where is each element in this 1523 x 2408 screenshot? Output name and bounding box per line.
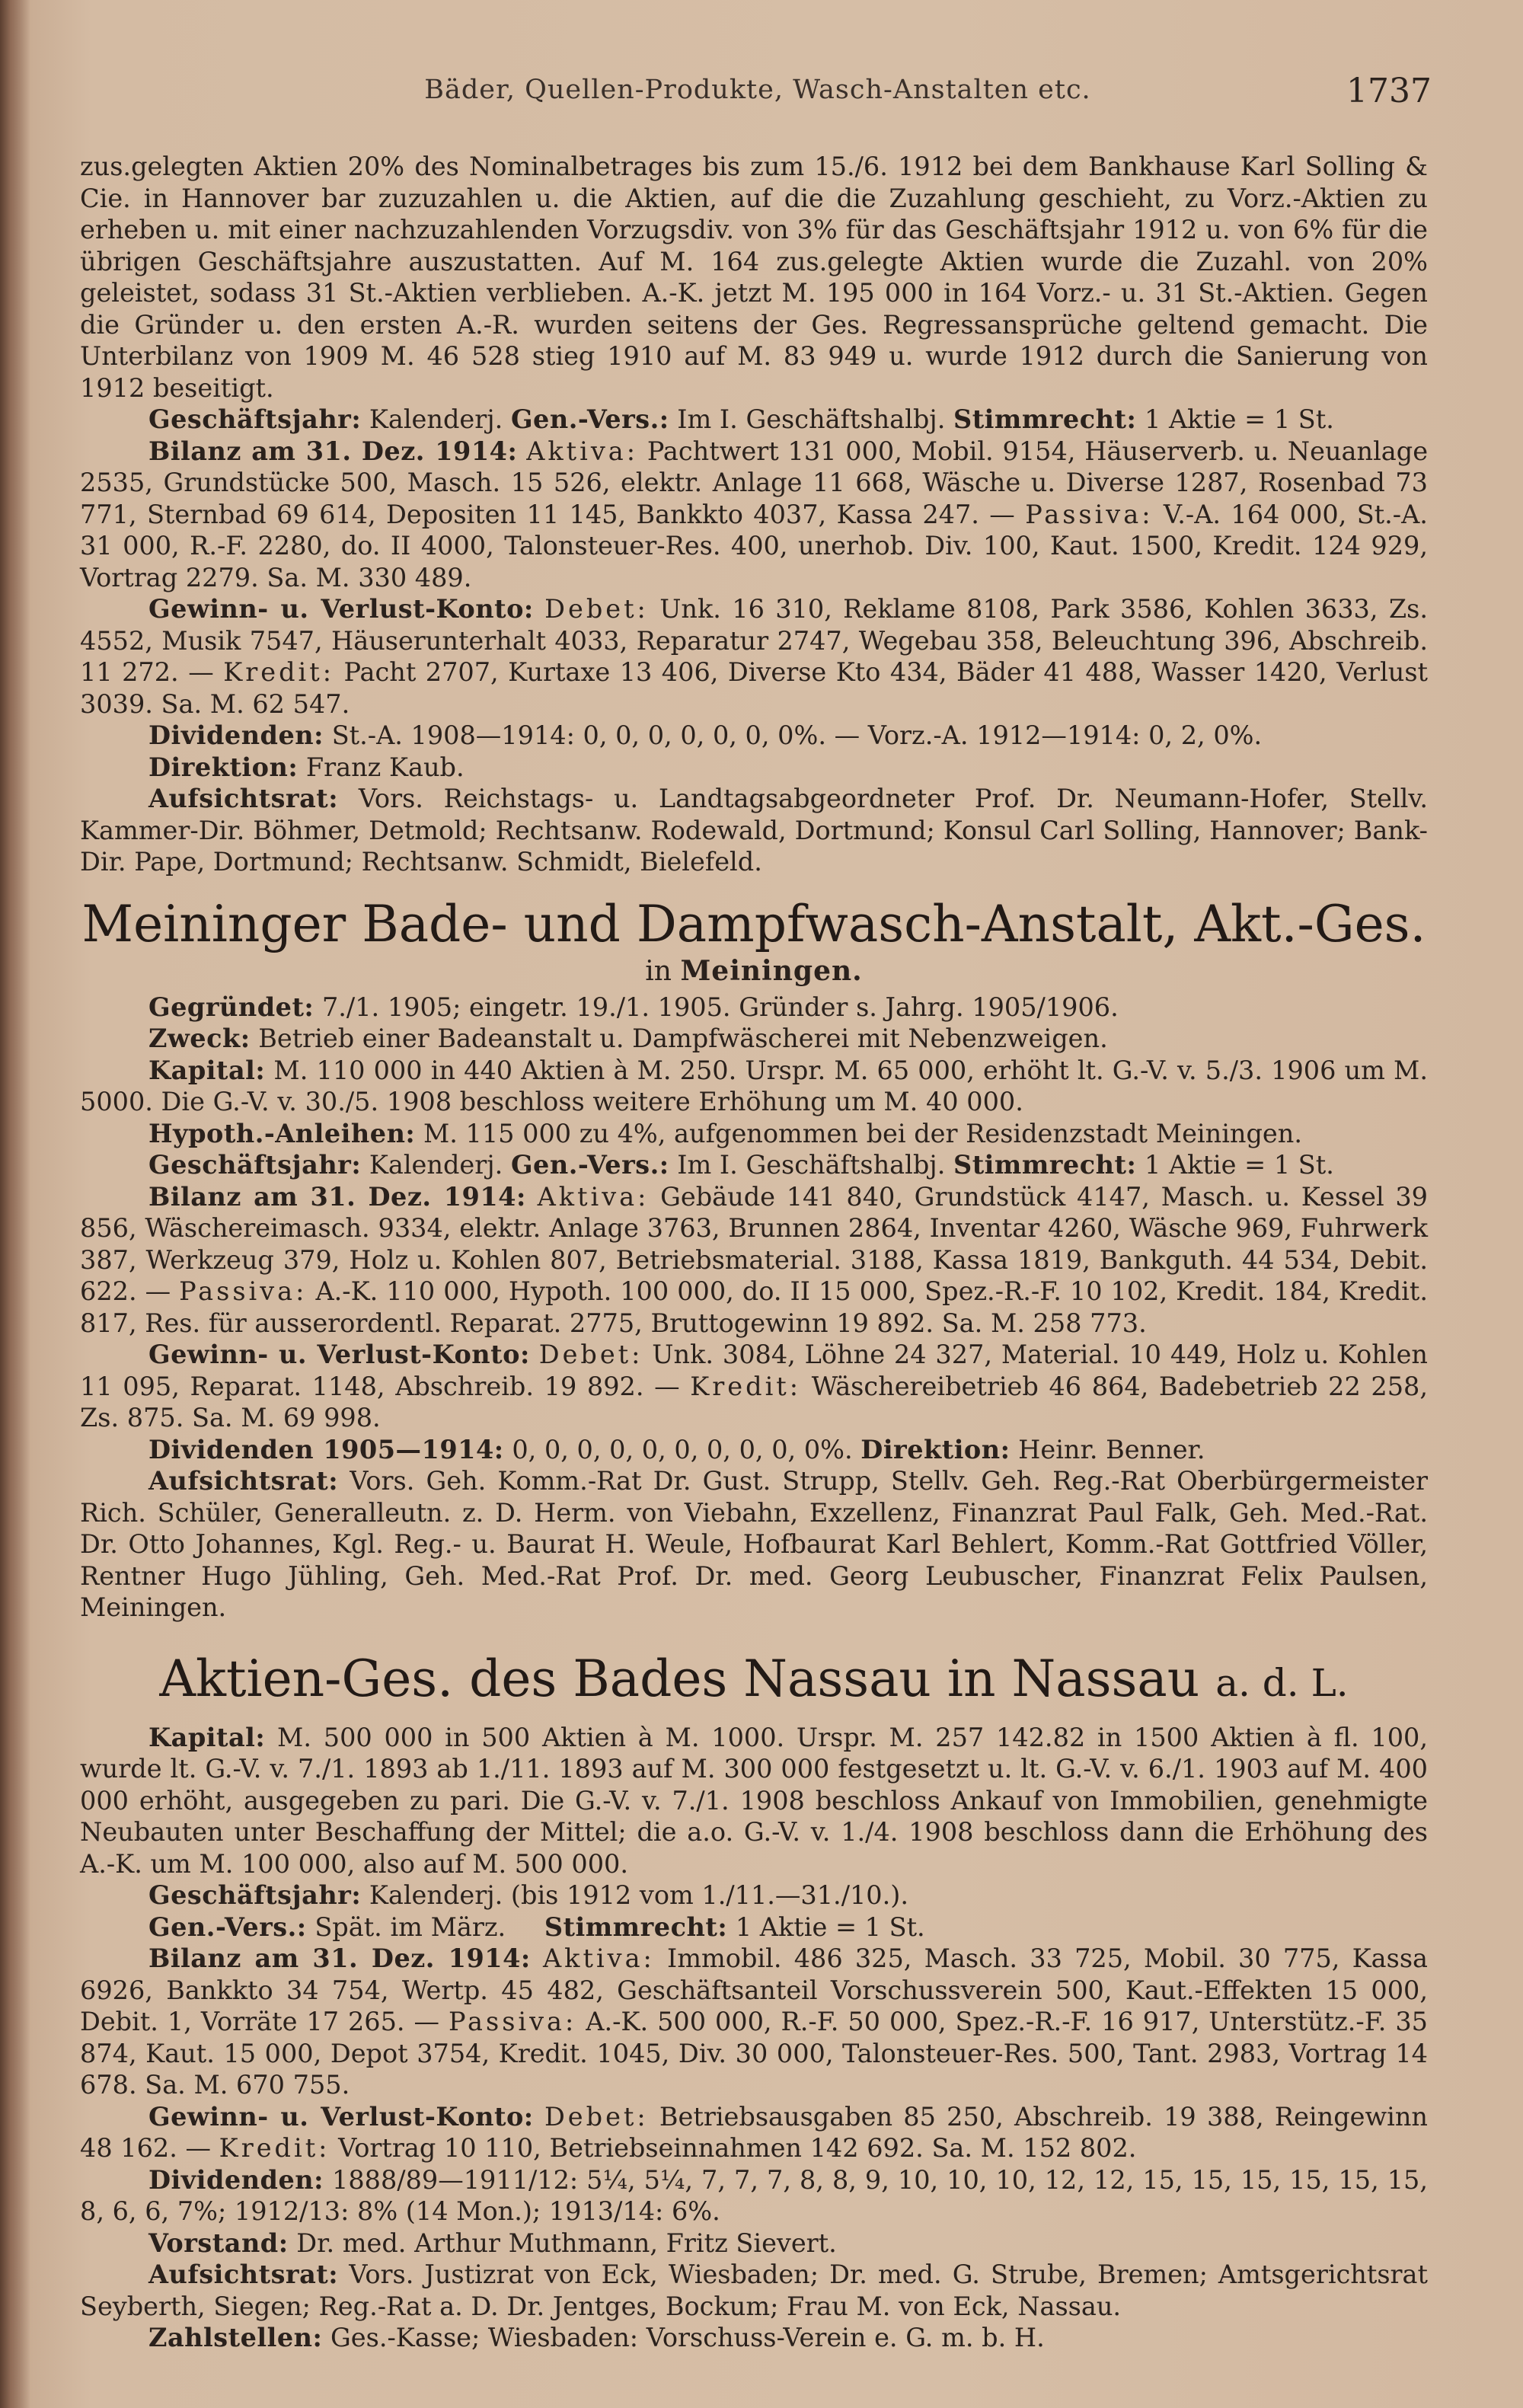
- label-stimmrecht: Stimmrecht:: [953, 404, 1137, 434]
- meininger-gegruendet: Gegründet: 7./1. 1905; eingetr. 19./1. 1905. Gründer s. Jahrg. 1905/1906.: [148, 992, 1119, 1022]
- continuation-text: zus.gelegten Aktien 20% des Nominalbetrages bis zum 15./6. 1912 bei dem Bankhause Karl Solling & Cie. in Hannover bar zuzuzahlen u. die Aktien, auf die die Zuzahlung geschieht, zu Vorz.-Aktien zu erheben u. mit einer nachzuzahlenden Vorzugsdiv. von 3% für das Geschäftsjahr 1912 u. von 6% für die übrigen Geschäftsjahre auszustatten. Auf M. 164 zus.gelegte Aktien wurde die Zuzahl. von 20% geleistet, sodass 31 St.-Aktien verblieben. A.-K. jetzt M. 195 000 in 164 Vorz.- u. 31 St.-Aktien. Gegen die Gründer u. den ersten A.-R. wurden seitens der Ges. Regressansprüche geltend gemacht. Die Unterbilanz von 1909 M. 46 528 stieg 1910 auf M. 83 949 u. wurde 1912 durch die Sanierung von 1912 beseitigt.: [80, 152, 1428, 403]
- nassau-gewinn-verlust: Gewinn- u. Verlust-Konto: Debet: Betriebsausgaben 85 250, Abschreib. 19 388, Reingewinn 48 162. — Kredit: Vortrag 10 110, Betriebseinnahmen 142 692. Sa. M. 152 802.: [80, 2101, 1429, 2163]
- meininger-gewinn-verlust: Gewinn- u. Verlust-Konto: Debet: Unk. 3084, Löhne 24 327, Material. 10 449, Holz u. Kohlen 11 095, Reparat. 1148, Abschreib. 19 892. — Kredit: Wäschereibetrieb 46 864, Badebetrieb 22 258, Zs. 875. Sa. M. 69 998.: [80, 1340, 1428, 1432]
- nassau-vorstand: Vorstand: Dr. med. Arthur Muthmann, Fritz Sievert.: [148, 2228, 837, 2258]
- meininger-zweck: Zweck: Betrieb einer Badeanstalt u. Dampfwäscherei mit Nebenzweigen.: [148, 1024, 1108, 1053]
- nassau-zahlstellen: Zahlstellen: Ges.-Kasse; Wiesbaden: Vorschuss-Verein e. G. m. b. H.: [148, 2323, 1045, 2352]
- company-heading-nassau: Aktien-Ges. des Bades Nassau in Nassau a. d. L.: [159, 1649, 1349, 1708]
- label-geschaeftsjahr: Geschäftsjahr:: [148, 404, 362, 434]
- company-heading-meininger: Meininger Bade- und Dampfwasch-Anstalt, Akt.-Ges.: [81, 894, 1426, 953]
- intro-gewinn-verlust: Gewinn- u. Verlust-Konto: Debet: Unk. 16 310, Reklame 8108, Park 3586, Kohlen 3633, Zs. 4552, Musik 7547, Häuserunterhalt 4033, Reparatur 2747, Wegebau 358, Beleuchtung 396, Abschreib. 11 272. — Kredit: Pacht 2707, Kurtaxe 13 406, Diverse Kto 434, Bäder 41 488, Wasser 1420, Verlust 3039. Sa. M. 62 547.: [80, 594, 1429, 719]
- nassau-dividenden: Dividenden: 1888/89—1911/12: 5¼, 5¼, 7, 7, 7, 8, 8, 9, 10, 10, 10, 12, 12, 15, 15, 15, 15, 15, 15, 8, 6, 6, 7%; 1912/13: 8% (14 Mon.); 1913/14: 6%.: [80, 2164, 1428, 2226]
- page-body: [80, 151, 1428, 2354]
- nassau-bilanz: Bilanz am 31. Dez. 1914: Aktiva: Immobil. 486 325, Masch. 33 725, Mobil. 30 775, Kassa 6926, Bankkto 34 754, Wertp. 45 482, Geschäftsanteil Vorschussverein 500, Kaut.-Effekten 15 000, Debit. 1, Vorräte 17 265. — Passiva: A.-K. 500 000, R.-F. 50 000, Spez.-R.-F. 16 917, Unterstütz.-F. 35 874, Kaut. 15 000, Depot 3754, Kredit. 1045, Div. 30 000, Talonsteuer-Res. 500, Tant. 2983, Vortrag 14 678. Sa. M. 670 755.: [80, 1943, 1429, 2100]
- meininger-aufsichtsrat: Aufsichtsrat: Vors. Geh. Komm.-Rat Dr. Gust. Strupp, Stellv. Geh. Reg.-Rat Oberbürgermeister Rich. Schüler, Generalleutn. z. D. Herm. von Viebahn, Exzellenz, Finanzrat Paul Falk, Geh. Med.-Rat. Dr. Otto Johannes, Kgl. Reg.- u. Baurat H. Weule, Hofbaurat Karl Behlert, Komm.-Rat Gottfried Völler, Rentner Hugo Jühling, Geh. Med.-Rat Prof. Dr. med. Georg Leubuscher, Finanzrat Felix Paulsen, Meiningen.: [80, 1466, 1428, 1622]
- nassau-aufsichtsrat: Aufsichtsrat: Vors. Justizrat von Eck, Wiesbaden; Dr. med. G. Strube, Bremen; Amtsgerichtsrat Seyberth, Siegen; Reg.-Rat a. D. Dr. Jentges, Bockum; Frau M. von Eck, Nassau.: [80, 2259, 1428, 2321]
- intro-meta-line: Geschäftsjahr: Kalenderj. Gen.-Vers.: Im I. Geschäftshalbj. Stimmrecht: 1 Aktie = 1 St.: [148, 404, 1334, 434]
- running-title: Bäder, Quellen-Produkte, Wasch-Anstalten etc.: [424, 75, 1091, 105]
- page-number: 1737: [1346, 72, 1432, 110]
- meininger-hypotheken: Hypoth.-Anleihen: M. 115 000 zu 4%, aufgenommen bei der Residenzstadt Meiningen.: [148, 1118, 1302, 1148]
- meininger-dividenden: Dividenden 1905—1914: 0, 0, 0, 0, 0, 0, 0, 0, 0, 0%. Direktion: Heinr. Benner.: [148, 1434, 1205, 1464]
- intro-direktion: Direktion: Franz Kaub.: [148, 752, 465, 782]
- meininger-kapital: Kapital: M. 110 000 in 440 Aktien à M. 250. Urspr. M. 65 000, erhöht lt. G.-V. v. 5./3. 1906 um M. 5000. Die G.-V. v. 30./5. 1908 beschloss weitere Erhöhung um M. 40 000.: [80, 1055, 1428, 1116]
- meininger-bilanz: Bilanz am 31. Dez. 1914: Aktiva: Gebäude 141 840, Grundstück 4147, Masch. u. Kessel 39 856, Wäschereimasch. 9334, elektr. Anlage 3763, Brunnen 2864, Inventar 4260, Wäsche 969, Fuhrwerk 387, Werkzeug 379, Holz u. Kohlen 807, Betriebsmaterial. 3188, Kassa 1819, Bankguth. 44 534, Debit. 622. — Passiva: A.-K. 110 000, Hypoth. 100 000, do. II 15 000, Spez.-R.-F. 10 102, Kredit. 184, Kredit. 817, Res. für ausserordentl. Reparat. 2775, Bruttogewinn 19 892. Sa. M. 258 773.: [80, 1181, 1428, 1338]
- company-location-meininger: in Meiningen.: [645, 954, 863, 987]
- label-gen-vers: Gen.-Vers.:: [510, 404, 669, 434]
- intro-dividenden: Dividenden: St.-A. 1908—1914: 0, 0, 0, 0, 0, 0, 0%. — Vorz.-A. 1912—1914: 0, 2, 0%.: [148, 720, 1263, 750]
- page-binding-edge: [0, 0, 30, 2408]
- meininger-meta-line: Geschäftsjahr: Kalenderj. Gen.-Vers.: Im I. Geschäftshalbj. Stimmrecht: 1 Aktie = 1 St.: [148, 1150, 1334, 1180]
- nassau-gen-vers: Gen.-Vers.: Spät. im März. Stimmrecht: 1 Aktie = 1 St.: [148, 1911, 925, 1942]
- nassau-geschaeftsjahr: Geschäftsjahr: Kalenderj. (bis 1912 vom 1./11.—31./10.).: [148, 1880, 908, 1910]
- page-header: [84, 67, 1432, 120]
- nassau-kapital: Kapital: M. 500 000 in 500 Aktien à M. 1000. Urspr. M. 257 142.82 in 1500 Aktien à fl. 100, wurde lt. G.-V. v. 7./1. 1893 ab 1./11. 1893 auf M. 300 000 festgesetzt u. lt. G.-V. v. 6./1. 1903 auf M. 400 000 erhöht, ausgegeben zu pari. Die G.-V. v. 7./1. 1908 beschloss Ankauf von Immobilien, genehmigte Neubauten unter Beschaffung der Mittel; die a.o. G.-V. v. 1./4. 1908 beschloss dann die Erhöhung des A.-K. um M. 100 000, also auf M. 500 000.: [80, 1722, 1428, 1879]
- intro-aufsichtsrat: Aufsichtsrat: Vors. Reichstags- u. Landtagsabgeordneter Prof. Dr. Neumann-Hofer, Stellv. Kammer-Dir. Böhmer, Detmold; Rechtsanw. Rodewald, Dortmund; Konsul Carl Solling, Hannover; Bank-Dir. Pape, Dortmund; Rechtsanw. Schmidt, Bielefeld.: [80, 784, 1428, 877]
- intro-bilanz: Bilanz am 31. Dez. 1914: Aktiva: Pachtwert 131 000, Mobil. 9154, Häuserverb. u. Neuanlage 2535, Grundstücke 500, Masch. 15 526, elektr. Anlage 11 668, Wäsche u. Diverse 1287, Rosenbad 73 771, Sternbad 69 614, Depositen 11 145, Bankkto 4037, Kassa 247. — Passiva: V.-A. 164 000, St.-A. 31 000, R.-F. 2280, do. II 4000, Talonsteuer-Res. 400, unerhob. Div. 100, Kaut. 1500, Kredit. 124 929, Vortrag 2279. Sa. M. 330 489.: [80, 436, 1429, 592]
